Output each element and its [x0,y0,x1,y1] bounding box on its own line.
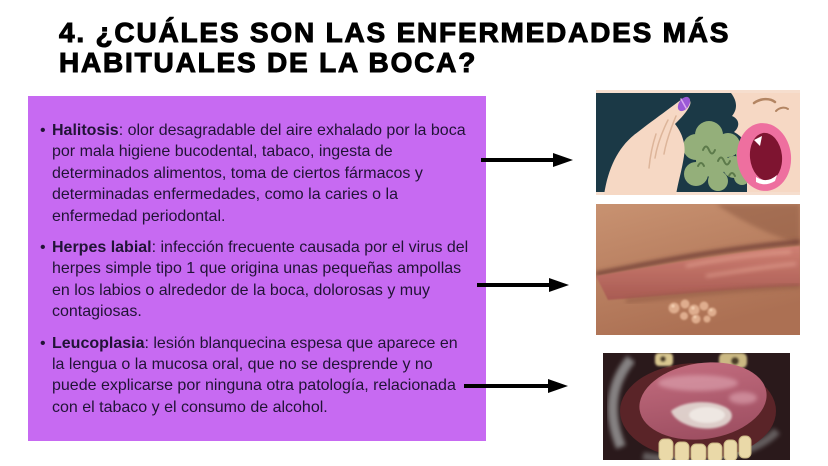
leucoplasia-photo [603,353,790,460]
disease-term: Leucoplasia [52,334,145,352]
list-item-halitosis [40,120,472,227]
disease-description: : olor desagradable del aire exhalado por la boca por mala higiene bucodental, tabaco, ingesta de determinados alimentos, toma de ciertos fármacos y determinadas enfermedades, como la caries o la enfermedad periodontal. [52,122,466,225]
herpes-photo [596,204,800,335]
bullet-icon: • [40,122,46,139]
disease-term: Halitosis [52,122,119,139]
page-title-line2: HABITUALES DE LA BOCA? [59,47,478,78]
list-item-herpes [40,237,472,323]
list-item-leucoplasia [40,333,472,419]
disease-description: : lesión blanquecina espesa que aparece en la lengua o la mucosa oral, que no se desprende y no puede explicarse por ninguna otra patología, relacionada con el tabaco y el consumo de alcohol. [52,334,458,416]
herpes-arrow-icon [477,277,569,293]
halitosis-image [596,90,800,195]
page-title-line1: 4. ¿CUÁLES SON LAS ENFERMEDADES MÁS [59,17,731,48]
disease-term: Herpes labial [52,239,152,257]
content-panel [28,96,486,441]
disease-list [40,120,472,418]
leucoplasia-arrow-icon [464,378,568,394]
bullet-icon: • [40,334,46,352]
page-title [59,18,819,78]
disease-description: : infección frecuente causada por el virus del herpes simple tipo 1 que origina unas pequeñas ampollas en los labios o alrededor de la boca, dolorosas y muy contagiosas. [52,239,469,321]
bullet-icon: • [40,239,46,257]
halitosis-arrow-icon [481,152,573,168]
